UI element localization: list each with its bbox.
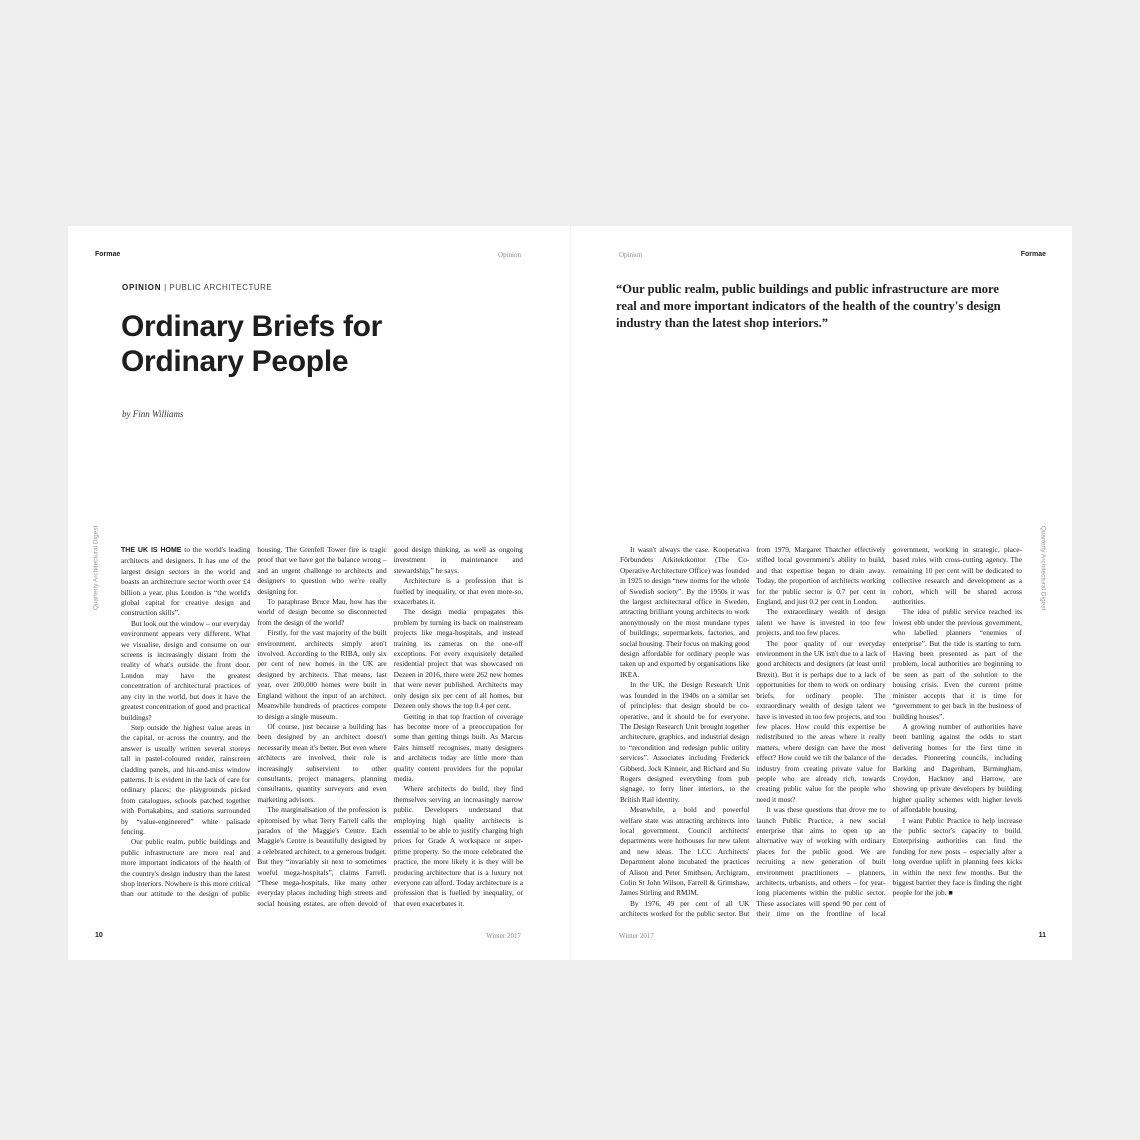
paragraph: A growing number of authorities have been battling against the odds to start delivering homes for the first time in decades. Pioneering councils, including Barking and Dagenham, Birmingham, Croydon, Hackney and Harrow, are showing up private developers by building higher quality schemes with higher levels of affordable housing.	[892, 721, 1022, 815]
issue-right: Winter 2017	[619, 932, 654, 940]
paragraph: The design media propagates this problem by turning its back on mainstream projects like mega-hospitals, and instead training its cameras on the one-off exceptions. For every exquisitely detailed residential project that was showcased on Dezeen in 2016, there were 262 new homes that were never published. Architects may only design six per cent of all homes, but Dezeen only shows the top 0.4 per cent.	[393, 607, 523, 711]
title-line-2: Ordinary People	[121, 345, 349, 378]
pull-quote: “Our public realm, public buildings and public infrastructure are more real and more important indicators of the health of the country's design industry than the latest shop interiors.”	[616, 282, 1001, 330]
issue-left: Winter 2017	[486, 932, 521, 940]
magazine-spread	[68, 226, 1072, 960]
page-number-right: 11	[1038, 932, 1046, 939]
paragraph: Our public realm, public buildings and public infrastructure are more real and more important indicators of the health of the country's design industry than the latest shop interiors. Nowhere is this more critical than our attitude to the design of public housing. The Grenfell Tower fire is tragic proof that we have got the balance wrong – and an urgent challenge to architects and designers to question who we're really designing for.	[121, 545, 387, 899]
page-fold	[570, 226, 571, 960]
lead-in: THE UK IS HOME	[121, 547, 182, 554]
paragraph: But look out the window – our everyday environment appears very different. What we visualise, design and consume on our screens is increasingly distant from the reality of what's outside the front door. London may have the greatest concentration of architectural practices of any city in the world, but does it have the greatest concentration of good and practical buildings?	[121, 618, 251, 722]
body-text-left	[121, 545, 523, 909]
paragraph: To paraphrase Bruce Mau, how has the world of design become so disconnected from the design of the world?	[257, 597, 387, 627]
title-line-1: Ordinary Briefs for	[121, 310, 383, 343]
kicker-category: OPINION	[122, 283, 162, 292]
paragraph	[893, 816, 1022, 899]
paragraph-text: I want Public Practice to help increase the public sector's capacity to build. Enterprising authorities can find the funding for new posts – especially after a long overdue uplift in planning fees kicks in within the next few months. But the biggest barrier they face is finding the right people for the job.	[892, 815, 1022, 898]
side-label-right: Quarterly Architectural Digest	[1039, 525, 1047, 611]
paragraph: Step outside the highest value areas in the capital, or across the country, and the answer is usually written several storeys tall in pastel-coloured render, rainscreen cladding panels, and hit-and-miss window patterns. It is evident in the lack of care for ordinary places; the playgrounds picked from catalogues, schools patched together with Portakabins, and stations surrounded by “value-engineered” white palisade fencing.	[121, 722, 251, 836]
end-mark-icon: ■	[946, 888, 953, 898]
paragraph: Getting in that top fraction of coverage has become more of a preoccupation for some than getting things built. As Marcus Fairs himself recognises, many designers and architects today are little more than quality content providers for the popular media.	[393, 711, 523, 783]
byline: by Finn Williams	[122, 409, 184, 419]
paragraph: In the UK, the Design Research Unit was founded in the 1940s on a similar set of principles: that design should be co-operative, and it should be for everyone. The Design Research Unit brought together architecture, graphics, and industrial design to “recondition and redesign public utility services”. Associates including Frederick Gibberd, Jock Kinneir, and Richard and Su Rogers designed everything from pub signage, to ferry liner interiors, to the British Rail identity.	[620, 680, 750, 804]
section-runner-left: Opinion	[498, 251, 521, 259]
paragraph: The poor quality of our everyday environment in the UK isn't due to a lack of good architects and designers (at least until Brexit). But it is perhaps due to a lack of opportunities for them to work on ordinary briefs, for ordinary people. The extraordinary wealth of design talent we have is invested in too few projects, and too few places. How could this expertise be redistributed to the areas where it really matters, where design can have the most effect? How could we tilt the balance of the industry from creating private value for people who are already rich, towards creating public value for the people who need it most?	[756, 638, 886, 804]
paragraph: Where architects do build, they find themselves serving an increasingly narrow public. Developers understand that employing high quality architects is essential to be able to justify charging high prices for Grade A workspace or super-prime property. So the more celebrated the practice, the more likely it is they will be producing architecture that is a luxury not everyone can afford. Today architecture is a profession that is fuelled by inequality, or that even exacerbates it.	[393, 784, 523, 908]
body-text-right	[620, 545, 1022, 920]
paragraph: Architecture is a profession that is fuelled by inequality, or that even more-so, exacerbates it.	[393, 576, 523, 607]
paragraph: The idea of public service reached its lowest ebb under the previous government, who labelled planners “enemies of enterprise”. But the tide is starting to turn. Having been presented as part of the problem, local authorities are beginning to be seen as part of the solution to the housing crisis. Even the current prime minister accepts that it is time for “government to get back in the business of building houses”.	[892, 607, 1022, 721]
side-label-left: Quarterly Architectural Digest	[92, 525, 100, 611]
section-runner-right: Opinion	[619, 251, 642, 259]
magazine-name-right: Formae	[1020, 251, 1046, 258]
paragraph: Of course, just because a building has been designed by an architect doesn't necessarily mean it's better. But even where architects are involved, their role is increasingly subservient to other consultants, project managers, planning consultants, quantity surveyors and even marketing advisors.	[257, 721, 387, 804]
paragraph: It was these questions that drove me to launch Public Practice, a new social enterprise that aims to open up an alternative way of working with ordinary places for the public good. We are recruiting a new generation of built environment practitioners – planners, architects, urbanists, and others – for year-long placements within the public sector. These associates will spend 90 per cent of their time on the frontline of local government, working in strategic, place-based roles with cross-cutting agency. The remaining 10 per cent will be dedicated to collective research and development as a cohort, which will be shared across authorities.	[756, 545, 1022, 919]
paragraph: It wasn't always the case. Kooperativa Förbundets Arkitektkontor (The Co-Operative Architecture Office) was founded in 1925 to design “new norms for the whole of Swedish society”. By the 1950s it was the largest architectural office in Sweden, attracting brilliant young architects to work anonymously on the most mundane types of buildings; supermarkets, factories, and social housing. Their focus on making good design affordable for ordinary people was taken up and exported by organisations like IKEA.	[620, 545, 750, 679]
magazine-name-left: Formae	[95, 251, 121, 258]
paragraph	[121, 545, 250, 619]
paragraph: The marginalisation of the profession is epitomised by what Terry Farrell calls the paradox of the Maggie's Centre. Each Maggie's Centre is beautifully designed by a celebrated architect, to a generous budget. But they “invariably sit next to sometimes woeful mega-hospitals”, claims Farrell. “These mega-hospitals, like many other everyday places including high streets and social housing estates, are often devoid of good design thinking, as well as ongoing investment in maintenance and stewardship,” he says.	[257, 545, 523, 908]
page-number-left: 10	[95, 932, 103, 939]
kicker	[122, 283, 272, 292]
paragraph: The extraordinary wealth of design talent we have is invested in too few projects, and too few places.	[756, 607, 886, 638]
kicker-subcategory: PUBLIC ARCHITECTURE	[169, 283, 273, 292]
paragraph: Meanwhile, a bold and powerful welfare state was attracting architects into local government. Council architects' departments were hothouses for new talent and new ideas. The LCC Architects' Department alone incubated the practices of Alison and Peter Smithson, Archigram, Colin St John Wilson, Farrell & Grimshaw, James Stirling and RMJM.	[620, 805, 750, 898]
kicker-separator: |	[161, 283, 170, 292]
paragraph: By 1976, 49 per cent of all UK architects worked for the public sector. But from 1979, Margaret Thatcher effectively stifled local government's ability to build, and that expertise began to drain away. Today, the proportion of architects working for the public sector is 0.7 per cent in England, and just 0.2 per cent in London.	[620, 545, 886, 919]
article-title	[121, 309, 382, 379]
paragraph: Firstly, for the vast majority of the built environment, architects simply aren't involved. According to the RIBA, only six per cent of new homes in the UK are designed by architects. That means, last year, over 200,000 homes were built in England without the input of an architect. Meanwhile hundreds of practices compete to design a single museum.	[257, 628, 387, 721]
paragraph-text: to the world's leading architects and designers. It has one of the largest design sectors in the world and boasts an architecture sector worth over £4 billion a year, plus London is “the world's global capital for creative design and construction skills”.	[121, 545, 251, 618]
